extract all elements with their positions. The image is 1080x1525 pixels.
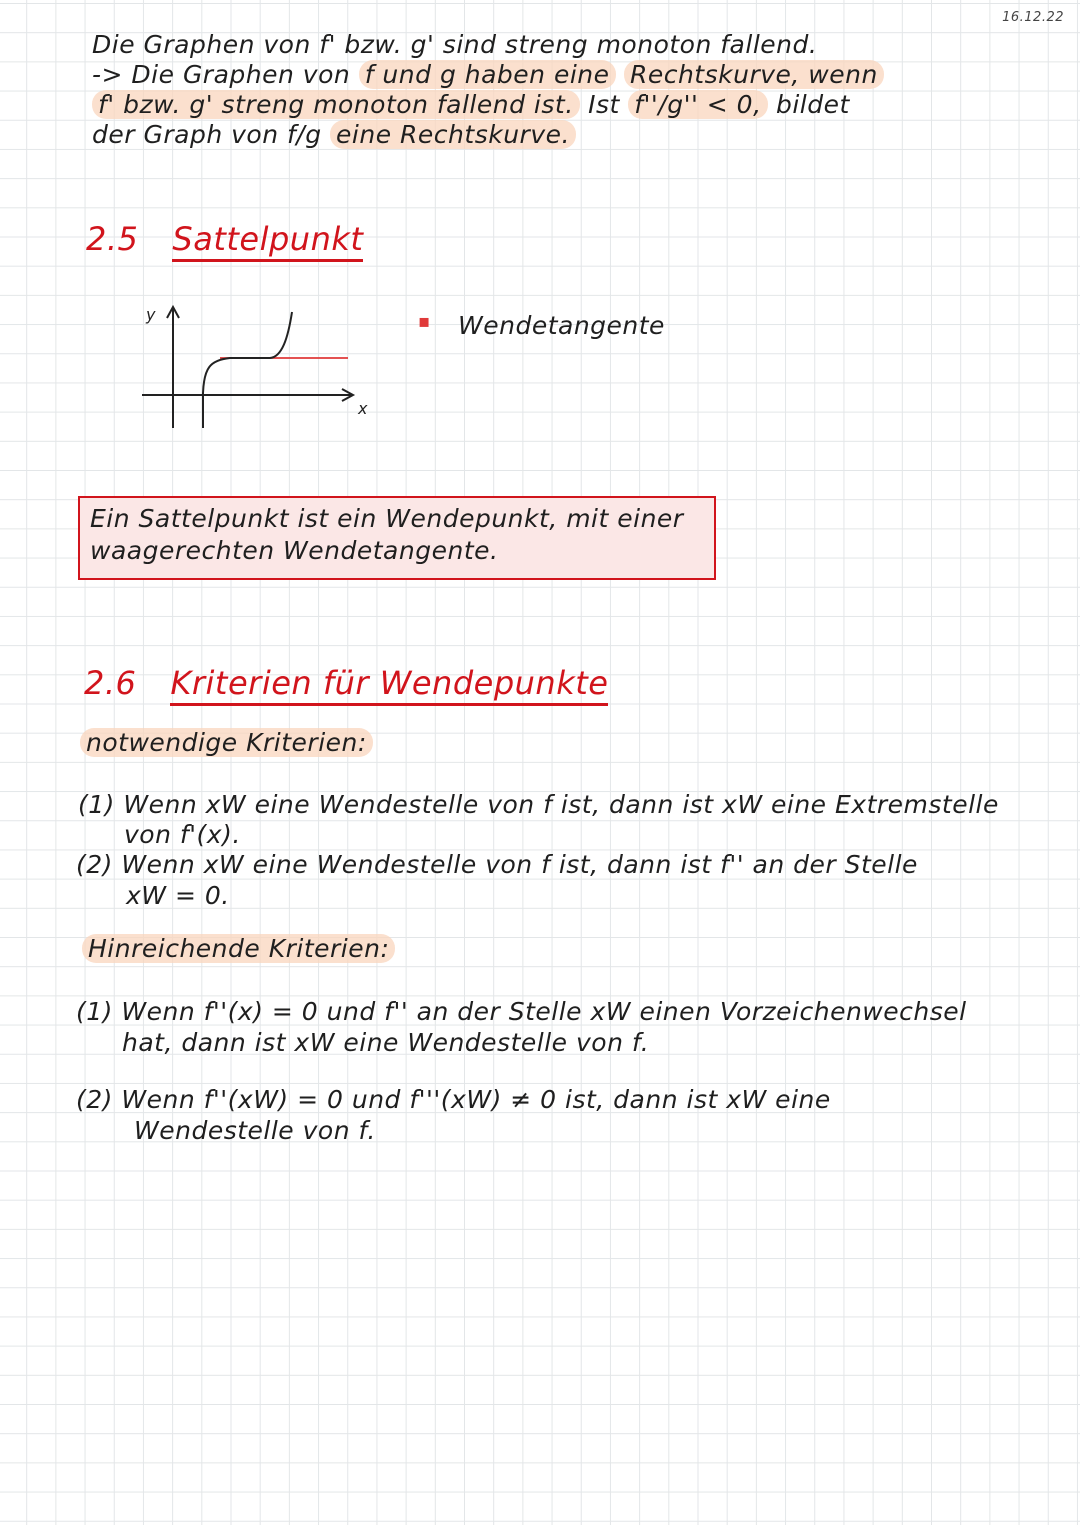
- intro-line-1: Die Graphen von f' bzw. g' sind streng monoton fallend.: [92, 30, 818, 59]
- section-2-5-title: Sattelpunkt: [172, 220, 363, 262]
- saddle-point-graph: [130, 298, 390, 433]
- necessary-item-2-text: Wenn xW eine Wendestelle von f ist, dann ist f'' an der Stelle: [121, 850, 918, 879]
- sufficient-item-1-line-2: hat, dann ist xW eine Wendestelle von f.: [122, 1028, 650, 1057]
- intro-line-3: [92, 90, 850, 119]
- sufficient-item-2-text: Wenn f''(xW) = 0 und f'''(xW) ≠ 0 ist, dann ist xW eine: [121, 1085, 831, 1114]
- x-axis-label: x: [358, 399, 368, 418]
- sufficient-item-2-line-1: [76, 1085, 831, 1114]
- legend-label: Wendetangente: [458, 311, 665, 340]
- sufficient-criteria-label: Hinreichende Kriterien:: [82, 934, 395, 963]
- necessary-item-1-line-1: [78, 790, 999, 819]
- necessary-item-2-number: (2): [76, 850, 113, 879]
- y-axis-label: y: [146, 305, 156, 324]
- highlight-rechtskurve: Rechtskurve, wenn: [624, 60, 884, 89]
- necessary-criteria-heading: [80, 728, 373, 757]
- sufficient-item-1-number: (1): [76, 997, 113, 1026]
- function-curve: [203, 312, 292, 428]
- highlight-eine-rechtskurve: eine Rechtskurve.: [330, 120, 576, 149]
- definition-line-1: Ein Sattelpunkt ist ein Wendepunkt, mit einer: [90, 504, 684, 533]
- intro-line-4: [92, 120, 576, 149]
- sufficient-item-2-line-2: Wendestelle von f.: [134, 1116, 376, 1145]
- intro-line-3-ist: Ist: [588, 90, 620, 119]
- necessary-item-2-line-2: xW = 0.: [126, 881, 230, 910]
- highlight-streng-monoton: f' bzw. g' streng monoton fallend ist.: [92, 90, 580, 119]
- sufficient-item-2-number: (2): [76, 1085, 113, 1114]
- intro-line-4-start: der Graph von f/g: [92, 120, 322, 149]
- sufficient-item-1-text: Wenn f''(x) = 0 und f'' an der Stelle xW einen Vorzeichenwechsel: [121, 997, 967, 1026]
- necessary-item-1-number: (1): [78, 790, 115, 819]
- necessary-criteria-label: notwendige Kriterien:: [80, 728, 373, 757]
- section-2-5-number: 2.5: [86, 220, 139, 258]
- necessary-item-2-line-1: [76, 850, 918, 879]
- intro-line-2: [92, 60, 884, 89]
- date: 16.12.22: [1002, 10, 1064, 25]
- section-2-5-heading: [86, 220, 363, 258]
- legend-marker: ▪: [418, 311, 431, 332]
- sufficient-item-1-line-1: [76, 997, 967, 1026]
- highlight-f-und-g: f und g haben eine: [359, 60, 616, 89]
- highlight-second-derivative: f''/g'' < 0,: [628, 90, 767, 119]
- section-2-6-number: 2.6: [84, 664, 137, 702]
- definition-line-2: waagerechten Wendetangente.: [90, 536, 499, 565]
- section-2-6-heading: [84, 664, 608, 702]
- intro-line-2-start: -> Die Graphen von: [92, 60, 351, 89]
- definition-box: [78, 496, 716, 580]
- necessary-item-1-text: Wenn xW eine Wendestelle von f ist, dann ist xW eine Extremstelle: [123, 790, 999, 819]
- sufficient-criteria-heading: [82, 934, 395, 963]
- section-2-6-title: Kriterien für Wendepunkte: [170, 664, 608, 706]
- necessary-item-1-line-2: von f'(x).: [124, 820, 241, 849]
- intro-line-3-end: bildet: [775, 90, 850, 119]
